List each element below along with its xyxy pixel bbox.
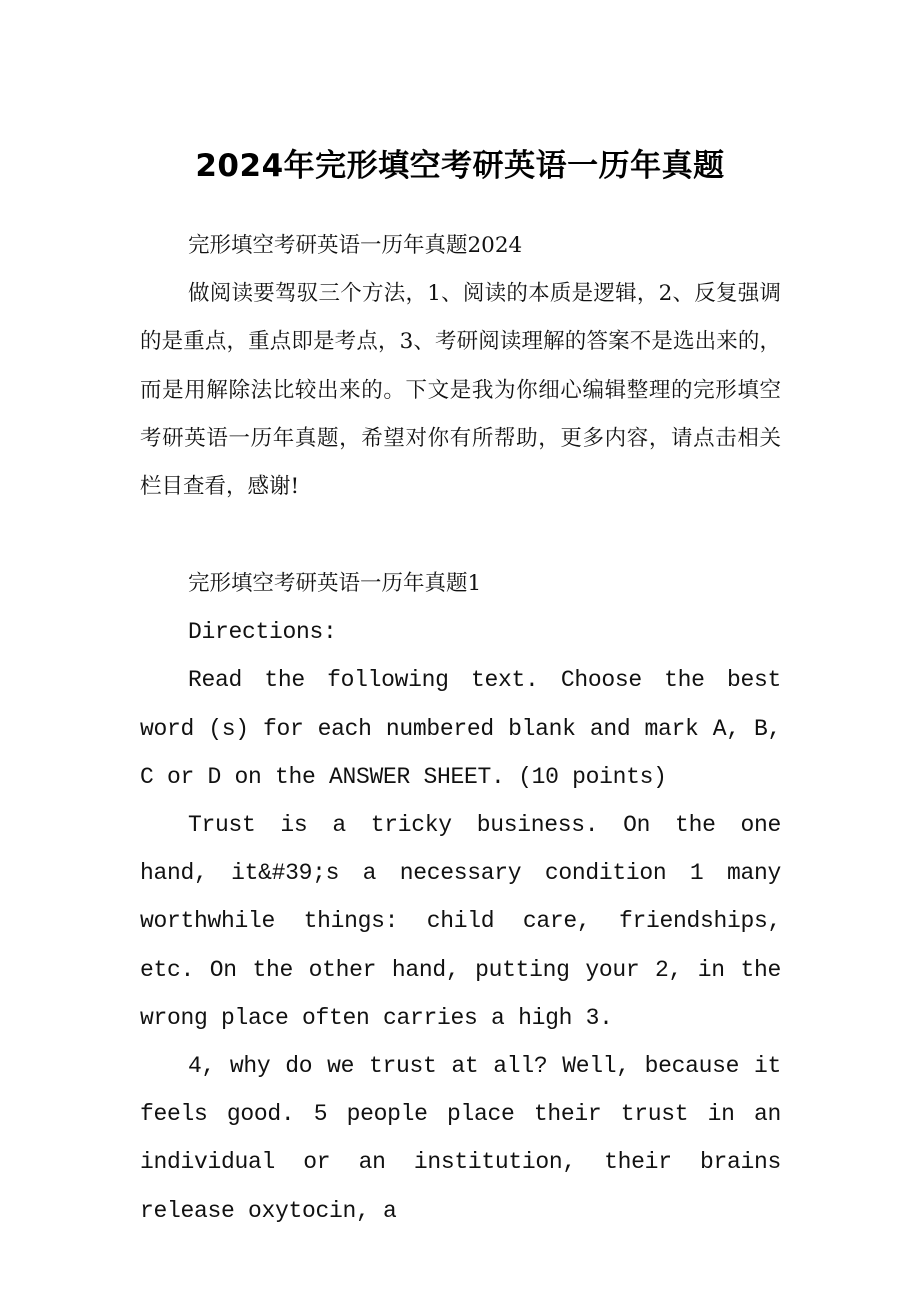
intro-section bbox=[140, 222, 781, 511]
directions-label: Directions: bbox=[188, 619, 337, 646]
section-heading: 完形填空考研英语一历年真题1 bbox=[188, 571, 482, 596]
intro-heading: 完形填空考研英语一历年真题2024 bbox=[188, 233, 523, 258]
passage-paragraph: Trust is a tricky business. On the one hand, it&#39;s a necessary condition 1 many worthwhile things: child care, friendships, etc. On the other hand, putting your 2, in the wrong place often carries a high 3. bbox=[140, 812, 781, 1031]
passage-paragraph: 4, why do we trust at all? Well, because it feels good. 5 people place their trust in an individual or an institution, their brains release oxytocin, a bbox=[140, 1053, 781, 1224]
document-title: 2024年完形填空考研英语一历年真题 bbox=[195, 148, 725, 184]
question-section bbox=[140, 560, 781, 1235]
intro-paragraph: 做阅读要驾驭三个方法，1、阅读的本质是逻辑，2、反复强调的是重点，重点即是考点，3、考研阅读理解的答案不是选出来的，而是用解除法比较出来的。下文是我为你细心编辑整理的完形填空考研英语一历年真题，希望对你有所帮助，更多内容，请点击相关栏目查看，感谢! bbox=[140, 281, 781, 500]
directions-text: Read the following text. Choose the best word (s) for each numbered blank and mark A, B, C or D on the ANSWER SHEET. (10 points) bbox=[140, 667, 781, 790]
